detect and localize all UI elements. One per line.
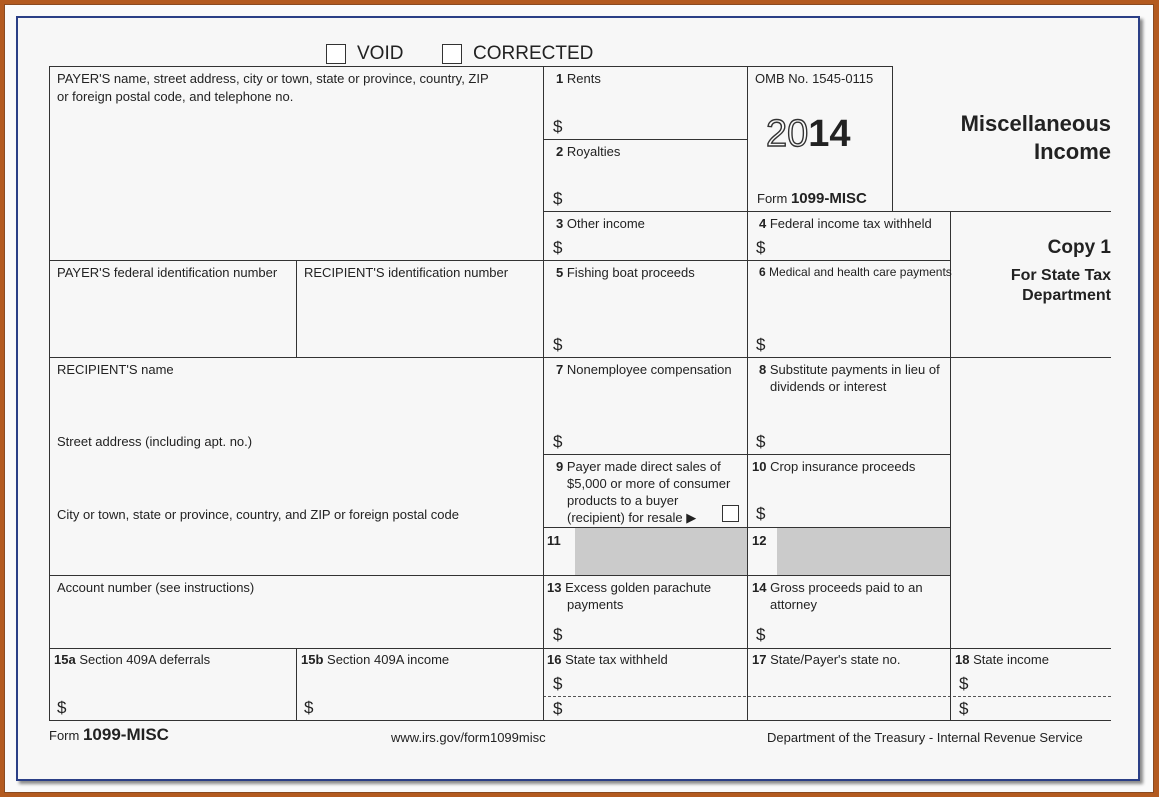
box2-dollar: $ [553,189,563,208]
void-label: VOID [357,43,404,64]
box8-label [759,361,940,378]
box9-number: 9 [556,459,564,474]
street-address-label: Street address (including apt. no.) [57,434,253,449]
box14-text-1: Gross proceeds paid to an [770,580,923,595]
attorney-proceeds-field[interactable] [770,621,946,646]
box13-text-1: Excess golden parachute [565,580,712,595]
box16-number: 16 [547,652,562,667]
box11-number: 11 [547,533,561,548]
box2-number: 2 [556,144,564,159]
account-number-label: Account number (see instructions) [57,580,255,595]
box10-dollar: $ [756,504,766,523]
state-tax-withheld-field-2[interactable] [566,697,744,719]
payer-name-label: PAYER'S name, street address, city or town, state or province, country, ZIP [57,71,489,86]
corrected-checkbox[interactable] [442,44,462,64]
box15b-dollar: $ [304,698,314,717]
omb-number: OMB No. 1545-0115 [755,71,874,86]
grid-line [543,139,747,140]
footer-department: Department of the Treasury - Internal Revenue Service [767,730,1083,745]
box15b-number: 15b [301,652,324,667]
copy-destination [1011,266,1111,306]
omb-form-name [757,190,867,207]
box12-label [752,532,766,549]
box11-shaded [575,528,747,575]
box10-text: Crop insurance proceeds [770,459,916,474]
form-title-line1: Miscellaneous [960,111,1111,136]
corrected-label: CORRECTED [473,43,594,64]
section-409a-deferrals-field[interactable] [72,694,292,718]
state-payer-no-field-2[interactable] [750,697,948,719]
box9-text-4: (recipient) for resale ▶ [567,510,697,525]
box4-dollar: $ [756,238,766,257]
grid-line [49,575,950,576]
box16-label [547,651,668,668]
state-tax-withheld-field-1[interactable] [566,671,744,695]
golden-parachute-field[interactable] [566,621,744,646]
void-checkbox[interactable] [326,44,346,64]
box2-text: Royalties [566,144,621,159]
form-title [961,110,1111,166]
box11-label [547,532,561,549]
box5-number: 5 [556,265,564,280]
box3-label [556,215,645,232]
box15a-number: 15a [54,652,76,667]
state-income-field-1[interactable] [972,671,1110,695]
tax-year-suffix: 14 [808,113,851,155]
box14-number: 14 [752,580,767,595]
footer-form-name [49,726,169,744]
account-number-field[interactable] [52,598,540,646]
box13-dollar: $ [553,625,563,644]
footer-form-prefix: Form [49,728,80,743]
box1-number: 1 [556,71,564,86]
box15b-text: Section 409A income [327,652,450,667]
box7-dollar: $ [553,432,563,451]
tax-year [766,112,851,156]
box2-label [556,143,620,160]
box14-dollar: $ [756,625,766,644]
box16-dollar-1: $ [553,674,563,693]
box9-label [556,458,721,475]
footer-url: www.irs.gov/form1099misc [391,730,546,745]
omb-form-id: 1099-MISC [790,190,867,207]
state-income-field-2[interactable] [972,697,1110,719]
recipient-name-field[interactable] [52,380,540,430]
substitute-payments-field[interactable] [770,428,946,452]
box12-number: 12 [752,533,767,548]
grid-line [49,720,1111,721]
box13-text-2: payments [567,597,624,612]
grid-line [950,211,951,720]
street-address-field[interactable] [52,452,540,504]
state-payer-no-field-1[interactable] [750,671,948,695]
box14-text-2: attorney [770,597,817,612]
box7-number: 7 [556,362,564,377]
recipient-name-label: RECIPIENT'S name [57,362,174,377]
box15b-label [301,651,449,668]
box8-dollar: $ [756,432,766,451]
box4-label [759,215,932,232]
box5-text: Fishing boat proceeds [566,265,695,280]
box4-text: Federal income tax withheld [769,216,932,231]
box1-dollar: $ [553,117,563,136]
nonemployee-comp-field[interactable] [566,428,744,452]
copy-destination-line2: Department [1022,287,1111,304]
recipient-id-label: RECIPIENT'S identification number [304,265,509,280]
payer-federal-id-field[interactable] [52,284,293,354]
box14-label [752,579,923,596]
box15a-text: Section 409A deferrals [79,652,211,667]
royalties-field[interactable] [566,184,744,209]
box3-text: Other income [566,216,645,231]
box3-number: 3 [556,216,564,231]
payer-name-field[interactable] [52,108,540,258]
box3-dollar: $ [553,238,563,257]
box8-number: 8 [759,362,767,377]
grid-line [543,66,544,720]
grid-line [747,66,748,720]
box18-label [955,651,1049,668]
box10-label [752,458,915,475]
direct-sales-checkbox[interactable] [722,505,739,522]
box6-label [759,264,952,281]
box8-text-2: dividends or interest [770,379,887,394]
box13-label [547,579,711,596]
box7-text: Nonemployee compensation [566,362,732,377]
grid-line [49,648,1111,649]
box17-number: 17 [752,652,767,667]
federal-tax-withheld-field[interactable] [770,234,946,258]
recipient-id-field[interactable] [300,284,540,354]
grid-line [543,211,1111,212]
copy-label: Copy 1 [1047,237,1111,258]
medical-payments-field[interactable] [770,330,946,355]
grid-line [49,66,50,720]
fishing-boat-field[interactable] [566,330,744,355]
box18-number: 18 [955,652,970,667]
tax-year-prefix: 20 [766,113,809,155]
box7-label [556,361,732,378]
crop-insurance-field[interactable] [770,500,946,525]
omb-form-prefix: Form [757,191,788,206]
box18-dollar-1: $ [959,674,969,693]
grid-line [296,648,297,720]
rents-field[interactable] [566,112,744,137]
box6-text: Medical and health care payments [769,265,952,279]
grid-line [49,260,950,261]
box8-text-1: Substitute payments in lieu of [769,362,940,377]
box17-text: State/Payer's state no. [770,652,901,667]
box9-text-3: products to a buyer [567,493,679,508]
footer-form-id: 1099-MISC [82,725,169,744]
box18-text: State income [973,652,1049,667]
box9-text-1: Payer made direct sales of [566,459,721,474]
box18-dollar-2: $ [959,699,969,718]
box5-dollar: $ [553,335,563,354]
box17-label [752,651,900,668]
box15a-dollar: $ [57,698,67,717]
grid-line [296,260,297,357]
other-income-field[interactable] [566,234,744,258]
city-label: City or town, state or province, country, and ZIP or foreign postal code [57,507,459,522]
box16-text: State tax withheld [565,652,668,667]
section-409a-income-field[interactable] [319,694,539,718]
form-title-line2: Income [1033,139,1111,164]
box5-label [556,264,695,281]
box6-dollar: $ [756,335,766,354]
box1-label [556,70,601,87]
payer-name-label-2: or foreign postal code, and telephone no. [57,89,294,104]
grid-line [892,66,893,211]
box15a-label [54,651,210,668]
city-field[interactable] [52,526,540,573]
box9-text-2: $5,000 or more of consumer [567,476,731,491]
payer-federal-id-label: PAYER'S federal identification number [57,265,278,280]
box13-number: 13 [547,580,562,595]
grid-line [49,357,1111,358]
box6-number: 6 [759,265,766,279]
grid-line [49,66,892,67]
box4-number: 4 [759,216,767,231]
copy-destination-line1: For State Tax [1010,267,1111,284]
box1-text: Rents [566,71,601,86]
box12-shaded [777,528,950,575]
box16-dollar-2: $ [553,699,563,718]
box10-number: 10 [752,459,767,474]
